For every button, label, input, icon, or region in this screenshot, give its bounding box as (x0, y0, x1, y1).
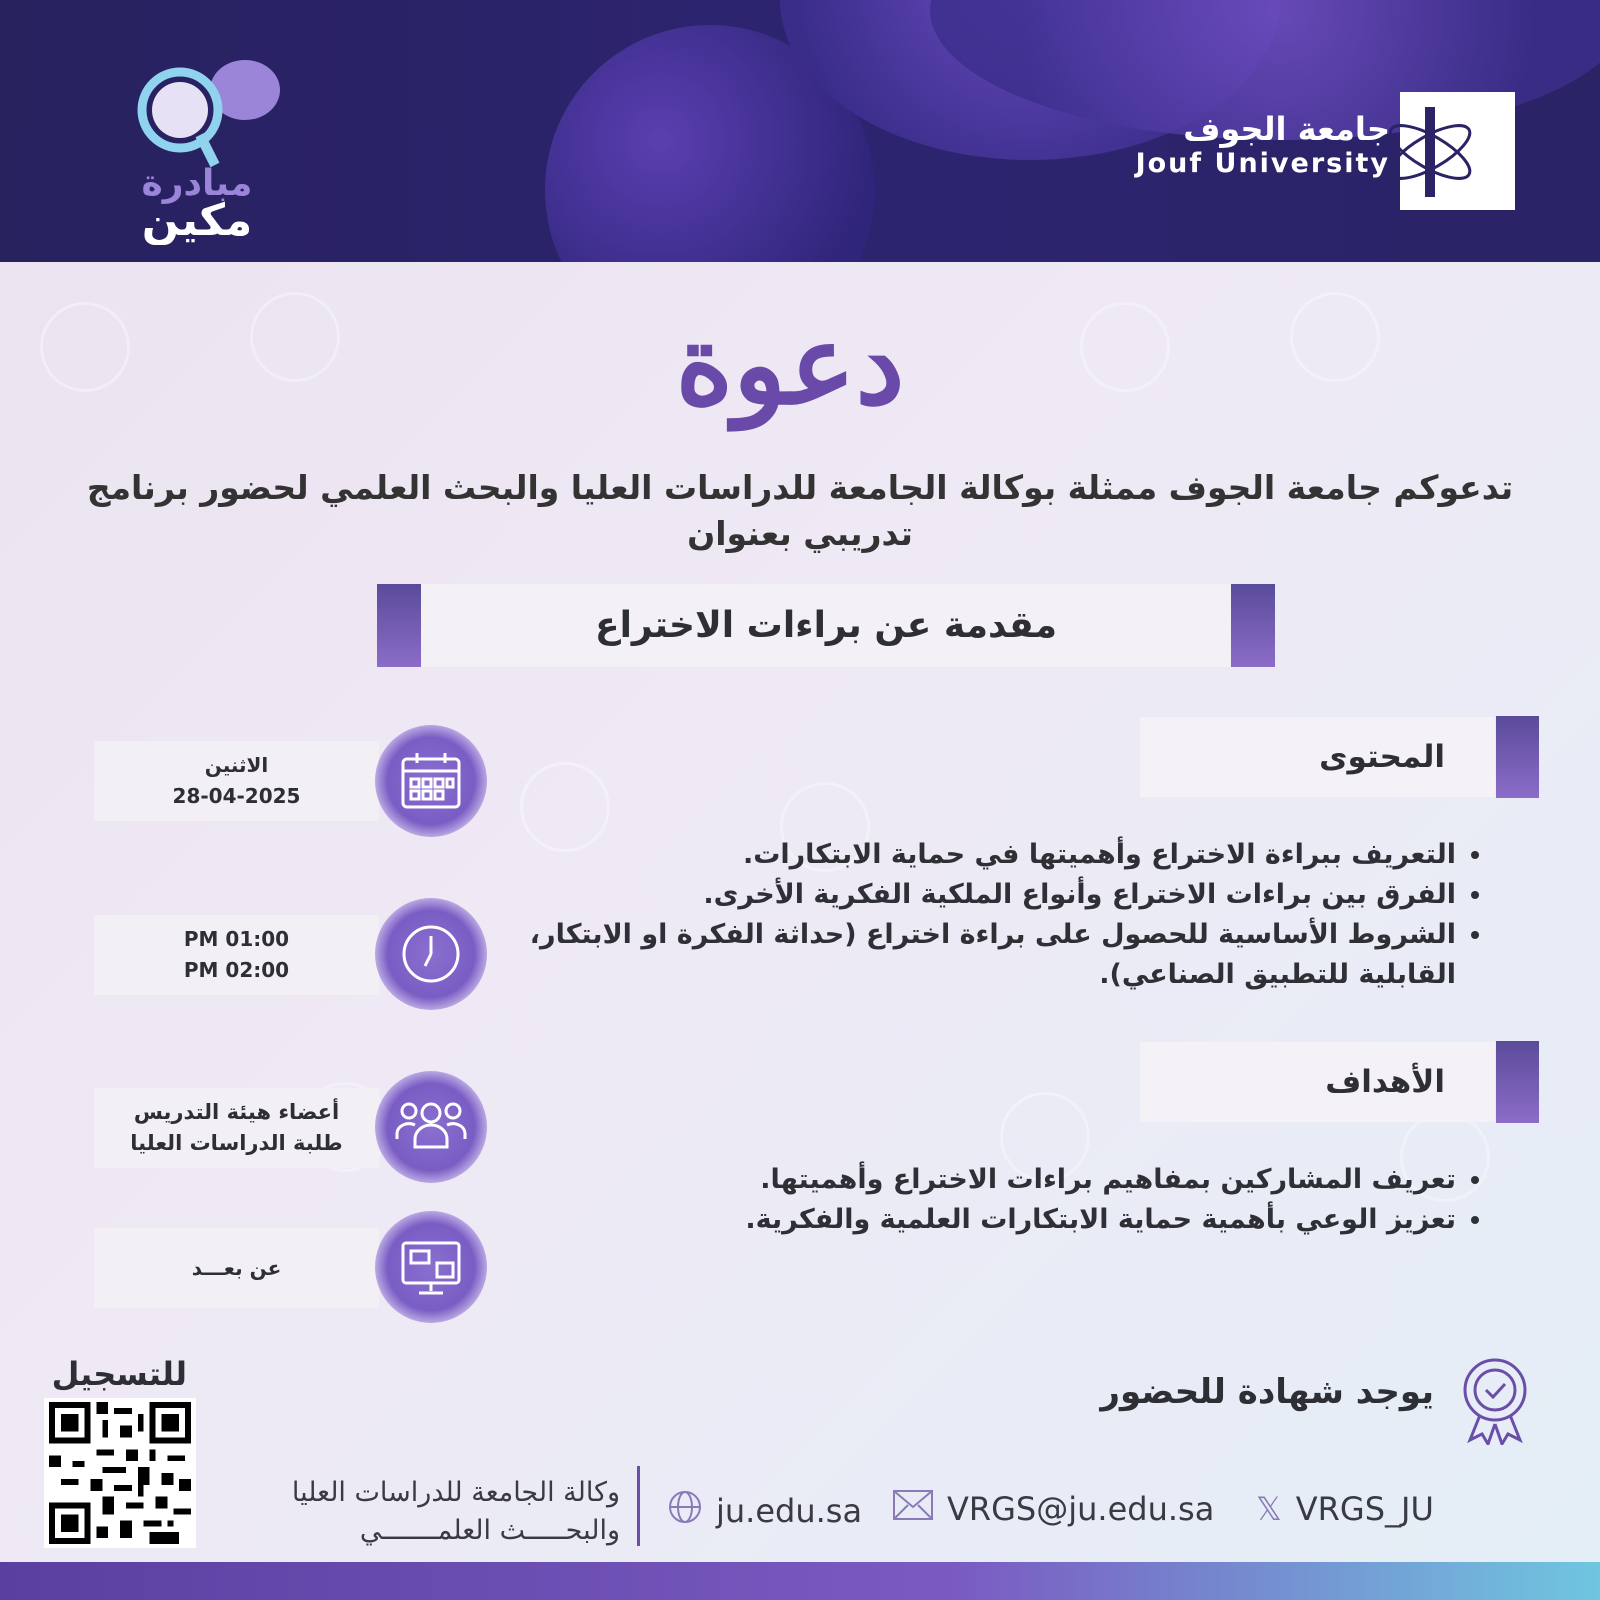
section-tab (1496, 716, 1539, 798)
title-bar-accent (377, 584, 421, 667)
university-logo (1400, 92, 1515, 210)
email-text: VRGS@ju.edu.sa (947, 1490, 1215, 1528)
footer-divider (637, 1466, 640, 1546)
audience-students: طلبة الدراسات العليا (130, 1131, 343, 1155)
website-text: ju.edu.sa (716, 1492, 863, 1530)
initiative-logo (105, 35, 290, 245)
university-name (1130, 110, 1390, 179)
website-link[interactable] (668, 1490, 862, 1532)
intro-text: تدعوكم جامعة الجوف ممثلة بوكالة الجامعة للدراسات العليا والبحث العلمي لحضور برنامج تدريبي بعنوان (86, 468, 1514, 553)
mode-box (94, 1228, 379, 1308)
day: الاثنين (204, 753, 269, 777)
content-list (514, 835, 1494, 995)
invitation-title: دعوة (675, 300, 905, 429)
date: 28-04-2025 (172, 784, 301, 808)
clock-icon (375, 898, 487, 1010)
agency-name (240, 1474, 620, 1550)
goals-heading-text: الأهداف (1325, 1064, 1445, 1100)
agency-line-2: والبحـــــث العلمـــــــي (359, 1515, 620, 1546)
program-title-text: مقدمة عن براءات الاختراع (595, 605, 1057, 646)
list-item: • الشروط الأساسية للحصول على براءة اختراع (حداثة الفكرة او الابتكار، القابلية للتطبيق الصناعي). (514, 915, 1456, 995)
goals-heading (1140, 1042, 1495, 1122)
content-heading-text: المحتوى (1319, 739, 1445, 775)
goals-list (514, 1160, 1494, 1240)
date-box (94, 741, 379, 821)
time-box (94, 915, 379, 995)
audience-box (94, 1088, 379, 1168)
footer-strip (0, 1562, 1600, 1600)
x-logo-icon: 𝕏 (1256, 1490, 1282, 1528)
university-name-en: Jouf University (1135, 148, 1390, 179)
header-banner (0, 0, 1600, 262)
x-handle-text: VRGS_JU (1295, 1490, 1434, 1528)
people-icon (375, 1071, 487, 1183)
program-title (421, 584, 1231, 667)
list-item: • الفرق بين براءات الاختراع وأنواع الملكية الفكرية الأخرى. (514, 875, 1456, 915)
list-item: • تعريف المشاركين بمفاهيم براءات الاختراع وأهميتها. (514, 1160, 1456, 1200)
monitor-icon (375, 1211, 487, 1323)
email-link[interactable] (893, 1490, 1214, 1528)
calendar-icon (375, 725, 487, 837)
audience-faculty: أعضاء هيئة التدريس (133, 1100, 340, 1124)
title-bar-accent (1231, 584, 1275, 667)
time-start: 01:00 PM (183, 927, 290, 951)
x-handle-link[interactable] (1256, 1490, 1434, 1528)
globe-icon (668, 1490, 702, 1532)
registration-qr-code[interactable] (44, 1398, 196, 1548)
delivery-mode: عن بعـــد (191, 1255, 282, 1280)
list-item: • التعريف ببراءة الاختراع وأهميتها في حماية الابتكارات. (514, 835, 1456, 875)
time-end: 02:00 PM (183, 958, 290, 982)
section-tab (1496, 1041, 1539, 1123)
envelope-icon (893, 1490, 933, 1528)
registration-label: للتسجيل (51, 1355, 187, 1393)
certificate-text: يوجد شهادة للحضور (1100, 1372, 1434, 1412)
svg-text:مكين: مكين (141, 195, 253, 245)
agency-line-1: وكالة الجامعة للدراسات العليا (291, 1477, 620, 1508)
content-heading (1140, 717, 1495, 797)
certificate-badge-icon (1460, 1355, 1530, 1449)
svg-text:مبادرة: مبادرة (141, 163, 253, 204)
university-name-ar: جامعة الجوف (1183, 110, 1390, 148)
list-item: • تعزيز الوعي بأهمية حماية الابتكارات العلمية والفكرية. (514, 1200, 1456, 1240)
